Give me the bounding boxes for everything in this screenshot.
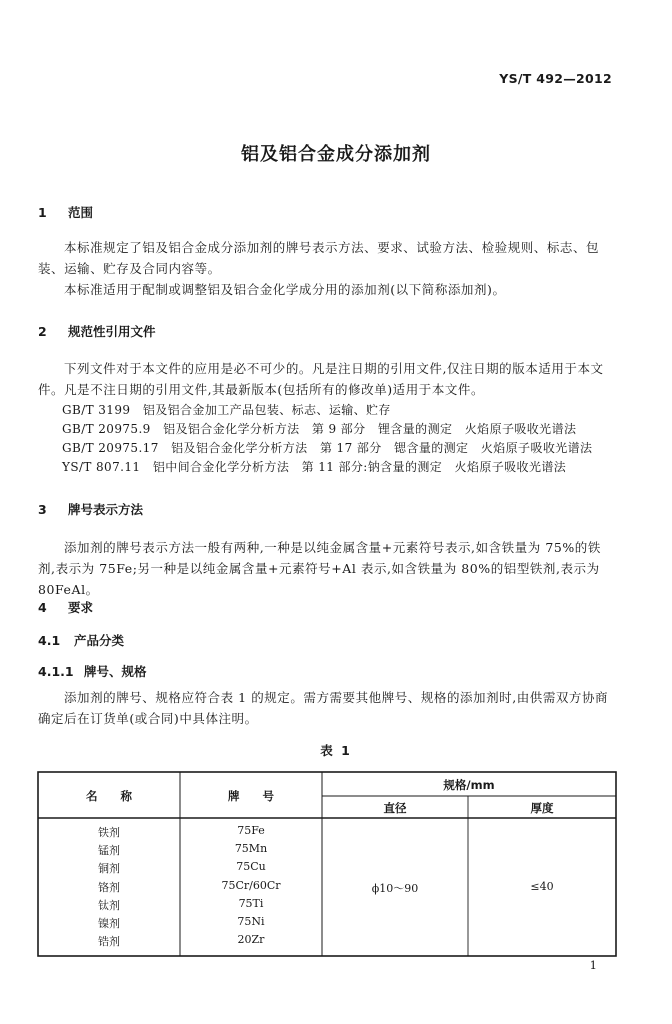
section-1-paragraph-1: 本标准规定了铝及铝合金成分添加剂的牌号表示方法、要求、试验方法、检验规则、标志、包装、运输、贮存及合同内容等。 (38, 240, 600, 276)
reference-title: 铝及铝合金加工产品包装、标志、运输、贮存 (142, 403, 391, 417)
table-header-thickness: 厚度 (530, 801, 554, 815)
table-cell-diameter: ϕ10～90 (371, 882, 419, 895)
section-title: 规范性引用文件 (68, 324, 156, 339)
table-cell-grade: 75Cr/60Cr (221, 879, 281, 892)
section-3-paragraph: 添加剂的牌号表示方法一般有两种,一种是以纯金属含量+元素符号表示,如含铁量为 75%的铁剂,表示为 75Fe;另一种是以纯金属含量+元素符号+Al 表示,如含铁量为 80%的铝型铁剂,表示为 80FeAl。 (38, 540, 601, 597)
section-1-paragraph-2: 本标准适用于配制或调整铝及铝合金化学成分用的添加剂(以下简称添加剂)。 (64, 282, 506, 297)
table-cell-grade: 75Cu (236, 860, 266, 873)
reference-code: YS/T 807.11 (62, 460, 141, 474)
reference-code: GB/T 20975.9 (62, 422, 151, 436)
table-cell-name: 铁剂 (98, 826, 120, 839)
table-header-name: 名 称 (86, 789, 132, 803)
section-title: 牌号、规格 (84, 664, 147, 679)
table-header-diameter: 直径 (383, 801, 407, 815)
table-cell-name: 铬剂 (98, 881, 120, 894)
table-cell-name: 钛剂 (98, 899, 120, 912)
table-cell-name: 铜剂 (98, 862, 120, 875)
section-title: 范围 (68, 205, 94, 220)
section-title: 产品分类 (74, 633, 125, 648)
table-cell-thickness: ≤40 (530, 880, 554, 893)
section-number: 3 (38, 502, 47, 517)
page-number: 1 (589, 958, 597, 972)
section-title: 要求 (68, 600, 94, 615)
reference-title: 铝及铝合金化学分析方法 第 17 部分 锶含量的测定 火焰原子吸收光谱法 (171, 441, 593, 455)
section-number: 4 (38, 600, 47, 615)
table-cell-grade: 20Zr (237, 933, 265, 946)
table-cell-grade: 75Ni (237, 915, 265, 928)
table-cell-grade: 75Ti (238, 897, 264, 910)
reference-title: 铝中间合金化学分析方法 第 11 部分:钠含量的测定 火焰原子吸收光谱法 (152, 460, 567, 474)
table-cell-name: 锆剂 (98, 935, 120, 948)
reference-title: 铝及铝合金化学分析方法 第 9 部分 锂含量的测定 火焰原子吸收光谱法 (163, 422, 577, 436)
table-caption: 表 1 (320, 743, 352, 758)
table-cell-grade: 75Mn (234, 842, 268, 855)
section-number: 4.1.1 (38, 664, 74, 679)
section-number: 1 (38, 205, 47, 220)
table-header-grade: 牌 号 (228, 789, 274, 803)
section-title: 牌号表示方法 (68, 502, 144, 517)
table-cell-name: 镍剂 (98, 917, 120, 930)
section-2-intro: 下列文件对于本文件的应用是必不可少的。凡是注日期的引用文件,仅注日期的版本适用于本文件。凡是不注日期的引用文件,其最新版本(包括所有的修改单)适用于本文件。 (38, 361, 604, 397)
reference-code: GB/T 3199 (62, 403, 131, 417)
table-cell-name: 锰剂 (98, 844, 120, 857)
table-cell-grade: 75Fe (237, 824, 265, 837)
reference-code: GB/T 20975.17 (62, 441, 159, 455)
standard-number: YS/T 492—2012 (499, 71, 612, 86)
table-header-spec: 规格/mm (443, 778, 495, 792)
section-number: 2 (38, 324, 47, 339)
section-number: 4.1 (38, 633, 61, 648)
document-title: 铝及铝合金成分添加剂 (241, 144, 431, 165)
section-4-1-1-paragraph: 添加剂的牌号、规格应符合表 1 的规定。需方需要其他牌号、规格的添加剂时,由供需双方协商确定后在订货单(或合同)中具体注明。 (38, 690, 609, 726)
